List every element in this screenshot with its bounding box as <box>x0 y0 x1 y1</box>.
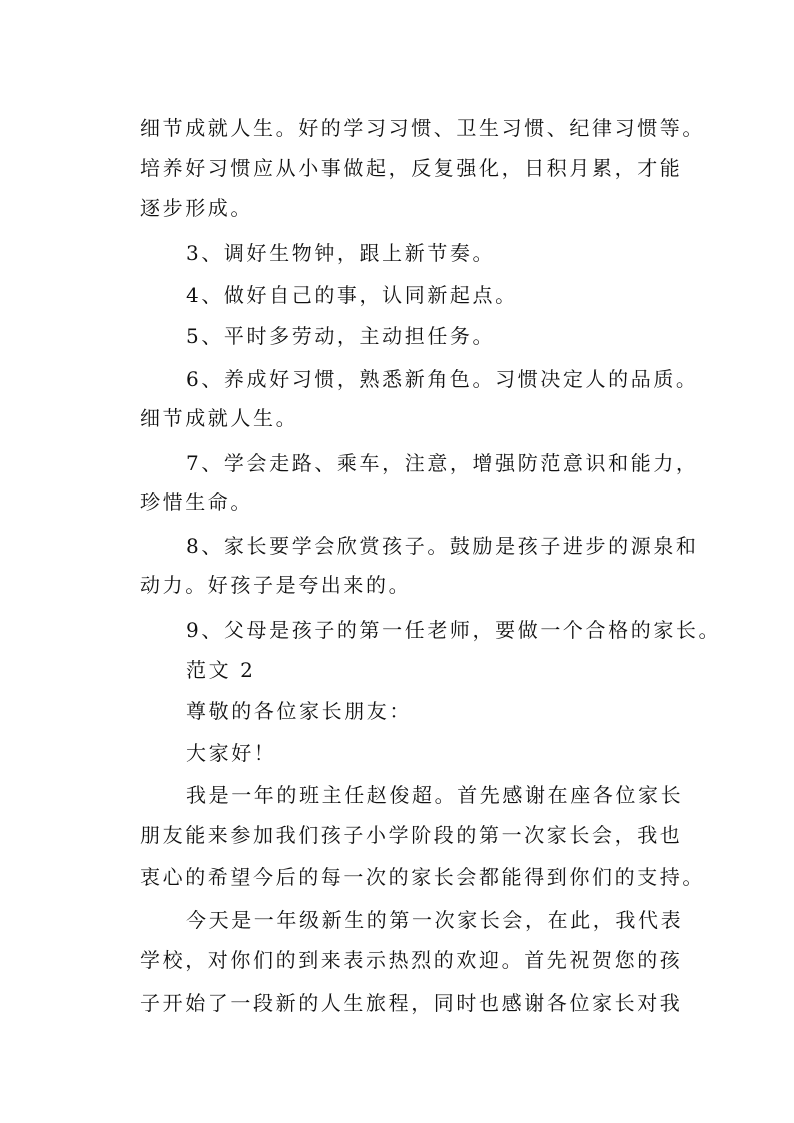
paragraph-line: 衷心的希望今后的每一次的家长会都能得到你们的支持。 <box>140 865 705 889</box>
list-item: 4、做好自己的事，认同新起点。 <box>186 283 518 307</box>
paragraph-line: 朋友能来参加我们孩子小学阶段的第一次家长会，我也 <box>140 823 683 847</box>
text-line: 动力。好孩子是夸出来的。 <box>140 573 412 597</box>
salutation: 尊敬的各位家长朋友： <box>186 699 412 723</box>
list-item: 6、养成好习惯，熟悉新角色。习惯决定人的品质。 <box>186 367 699 391</box>
greeting: 大家好！ <box>186 741 277 765</box>
text-line: 细节成就人生。好的学习习惯、卫生习惯、纪律习惯等。 <box>140 116 705 140</box>
list-item: 8、家长要学会欣赏孩子。鼓励是孩子进步的源泉和 <box>186 534 699 558</box>
section-heading: 范文 2 <box>186 658 256 682</box>
paragraph-line: 子开始了一段新的人生旅程，同时也感谢各位家长对我 <box>140 991 683 1015</box>
paragraph-line: 学校，对你们的到来表示热烈的欢迎。首先祝贺您的孩 <box>140 948 683 972</box>
list-item: 3、调好生物钟，跟上新节奏。 <box>186 241 496 265</box>
list-item: 5、平时多劳动，主动担任务。 <box>186 324 496 348</box>
text-line: 细节成就人生。 <box>140 406 299 430</box>
text-line: 培养好习惯应从小事做起，反复强化，日积月累，才能 <box>140 156 683 180</box>
list-item: 7、学会走路、乘车，注意，增强防范意识和能力， <box>186 451 699 475</box>
paragraph-line: 今天是一年级新生的第一次家长会，在此，我代表 <box>186 908 684 932</box>
text-line: 逐步形成。 <box>140 196 253 220</box>
paragraph-line: 我是一年的班主任赵俊超。首先感谢在座各位家长 <box>186 783 684 807</box>
text-line: 珍惜生命。 <box>140 490 253 514</box>
list-item: 9、父母是孩子的第一任老师，要做一个合格的家长。 <box>186 618 722 642</box>
